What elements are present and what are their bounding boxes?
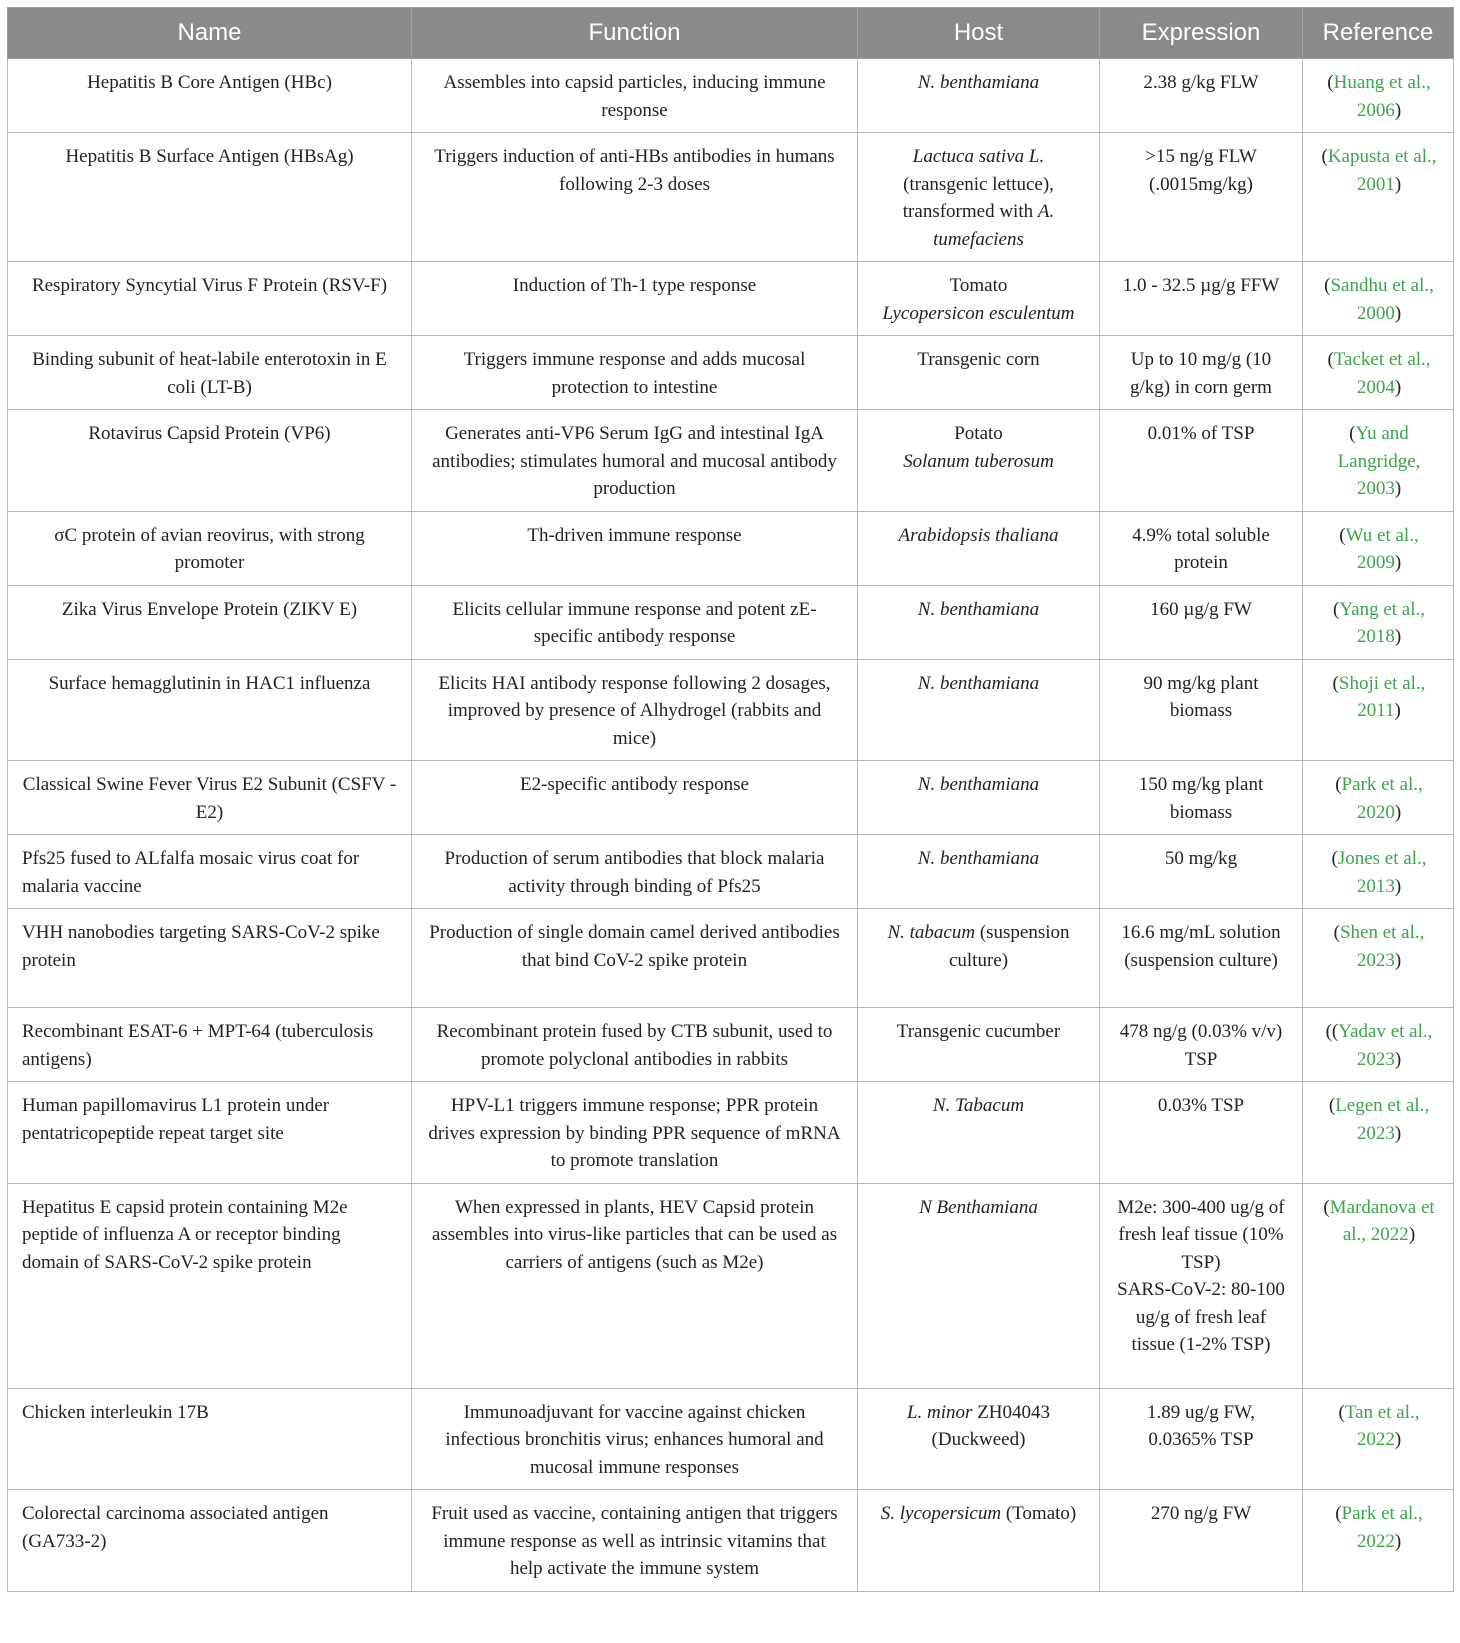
- header-function: Function: [412, 8, 858, 59]
- cell-expression: 1.89 ug/g FW, 0.0365% TSP: [1100, 1388, 1303, 1490]
- reference-link[interactable]: Tacket et al., 2004: [1333, 349, 1431, 398]
- ref-close: ): [1394, 99, 1402, 121]
- ref-close: ): [1394, 875, 1402, 897]
- cell-name: Human papillomavirus L1 protein under pentatricopeptide repeat target site: [8, 1082, 412, 1184]
- cell-name: VHH nanobodies targeting SARS-CoV-2 spike protein: [8, 909, 412, 1008]
- host-italic: N. Tabacum: [932, 1095, 1025, 1116]
- host-italic-2: A. tumefaciens: [933, 201, 1055, 250]
- cell-function: HPV-L1 triggers immune response; PPR protein drives expression by binding PPR sequence of mRNA to promote translation: [412, 1082, 858, 1184]
- cell-function: Generates anti-VP6 Serum IgG and intestinal IgA antibodies; stimulates humoral and mucosal antibody production: [412, 410, 858, 512]
- ref-open: (: [1333, 922, 1340, 943]
- cell-reference: [1303, 585, 1454, 659]
- ref-close: ): [1394, 173, 1402, 195]
- cell-reference: [1303, 1183, 1454, 1388]
- reference-link[interactable]: Park et al., 2022: [1341, 1503, 1423, 1552]
- host-italic: L. minor: [906, 1401, 973, 1423]
- host-italic: Lycopersicon esculentum: [882, 302, 1075, 324]
- vaccine-table: [7, 7, 1454, 1592]
- table-row: [8, 511, 1454, 585]
- cell-host: [858, 659, 1100, 761]
- host-italic: N Benthamiana: [919, 1196, 1038, 1218]
- ref-close: ): [1394, 801, 1402, 823]
- table-row: [8, 659, 1454, 761]
- cell-reference: [1303, 262, 1454, 336]
- ref-close: ): [1394, 626, 1402, 647]
- cell-function: Production of serum antibodies that block malaria activity through binding of Pfs25: [412, 835, 858, 909]
- cell-host: [858, 1183, 1100, 1388]
- ref-open: (: [1328, 1095, 1336, 1116]
- reference-link[interactable]: Yadav et al., 2023: [1338, 1021, 1433, 1070]
- expression-line-1: M2e: 300-400 ug/g of fresh leaf tissue (10% TSP): [1117, 1196, 1285, 1273]
- host-plain: Potato: [954, 423, 1003, 444]
- ref-close: ): [1394, 302, 1402, 324]
- host-plain: (Tomato): [1005, 1503, 1077, 1524]
- cell-host: [858, 262, 1100, 336]
- reference-link[interactable]: Jones et al., 2013: [1337, 848, 1427, 897]
- cell-host: [858, 1082, 1100, 1184]
- table-row: [8, 59, 1454, 133]
- table-row: [8, 336, 1454, 410]
- ref-open: (: [1335, 774, 1342, 795]
- ref-open: (: [1331, 848, 1338, 869]
- cell-host: [858, 59, 1100, 133]
- reference-link[interactable]: Wu et al., 2009: [1345, 524, 1419, 573]
- cell-expression: 270 ng/g FW: [1100, 1490, 1303, 1592]
- ref-close: ): [1394, 376, 1402, 398]
- ref-close: ): [1394, 552, 1402, 573]
- cell-expression: 16.6 mg/mL solution (suspension culture): [1100, 909, 1303, 1008]
- reference-link[interactable]: Legen et al., 2023: [1335, 1095, 1430, 1144]
- cell-function: Triggers immune response and adds mucosal protection to intestine: [412, 336, 858, 410]
- table-row: [8, 1008, 1454, 1082]
- expression-line-2: SARS-CoV-2: 80-100 ug/g of fresh leaf tissue (1-2% TSP): [1117, 1279, 1285, 1355]
- table-row: [8, 761, 1454, 835]
- cell-name: Binding subunit of heat-labile enterotoxin in E coli (LT-B): [8, 336, 412, 410]
- table-row: [8, 909, 1454, 1008]
- host-plain: Transgenic corn: [917, 349, 1040, 370]
- host-plain: (transgenic lettuce), transformed with: [902, 173, 1054, 222]
- cell-host: [858, 585, 1100, 659]
- ref-close: ): [1394, 949, 1402, 971]
- header-row: [8, 8, 1454, 59]
- cell-reference: [1303, 410, 1454, 512]
- cell-expression: 50 mg/kg: [1100, 835, 1303, 909]
- cell-expression: 150 mg/kg plant biomass: [1100, 761, 1303, 835]
- cell-function: Production of single domain camel derived antibodies that bind CoV-2 spike protein: [412, 909, 858, 1008]
- reference-link[interactable]: Shoji et al., 2011: [1338, 672, 1426, 721]
- cell-name: Recombinant ESAT-6 + MPT-64 (tuberculosis antigens): [8, 1008, 412, 1082]
- cell-name: Colorectal carcinoma associated antigen (GA733-2): [8, 1490, 412, 1592]
- table-row: [8, 133, 1454, 262]
- cell-function: Immunoadjuvant for vaccine against chicken infectious bronchitis virus; enhances humoral and mucosal immune responses: [412, 1388, 858, 1490]
- cell-host: [858, 835, 1100, 909]
- cell-host: [858, 1490, 1100, 1592]
- reference-link[interactable]: Sandhu et al., 2000: [1330, 275, 1434, 324]
- cell-reference: [1303, 909, 1454, 1008]
- cell-name: Classical Swine Fever Virus E2 Subunit (CSFV - E2): [8, 761, 412, 835]
- cell-function: Induction of Th-1 type response: [412, 262, 858, 336]
- cell-expression: 0.01% of TSP: [1100, 410, 1303, 512]
- ref-close: ): [1394, 478, 1402, 499]
- ref-close: ): [1394, 1048, 1402, 1070]
- header-reference: Reference: [1303, 8, 1454, 59]
- host-italic: Lactuca sativa L.: [912, 146, 1045, 167]
- reference-link[interactable]: Park et al., 2020: [1341, 774, 1423, 823]
- host-italic: S. lycopersicum: [880, 1503, 1002, 1524]
- host-plain: ZH04043 (Duckweed): [931, 1401, 1051, 1450]
- cell-host: [858, 133, 1100, 262]
- host-italic: N. benthamiana: [917, 72, 1040, 93]
- cell-expression: 0.03% TSP: [1100, 1082, 1303, 1184]
- ref-open: (: [1335, 1503, 1342, 1524]
- cell-reference: [1303, 835, 1454, 909]
- cell-name: Pfs25 fused to ALfalfa mosaic virus coat for malaria vaccine: [8, 835, 412, 909]
- cell-name: Rotavirus Capsid Protein (VP6): [8, 410, 412, 512]
- cell-function: Th-driven immune response: [412, 511, 858, 585]
- cell-host: [858, 761, 1100, 835]
- reference-link[interactable]: Kapusta et al., 2001: [1327, 146, 1437, 195]
- ref-open: (: [1338, 1401, 1345, 1423]
- cell-name: Surface hemagglutinin in HAC1 influenza: [8, 659, 412, 761]
- reference-link[interactable]: Yu and Langridge, 2003: [1337, 423, 1421, 499]
- cell-expression: 1.0 - 32.5 µg/g FFW: [1100, 262, 1303, 336]
- cell-expression: 160 µg/g FW: [1100, 585, 1303, 659]
- header-expression: Expression: [1100, 8, 1303, 59]
- cell-expression: Up to 10 mg/g (10 g/kg) in corn germ: [1100, 336, 1303, 410]
- header-name: Name: [8, 8, 412, 59]
- cell-host: [858, 511, 1100, 585]
- ref-open: (: [1339, 524, 1346, 546]
- ref-open: (: [1327, 72, 1334, 93]
- cell-function: Triggers induction of anti-HBs antibodies in humans following 2-3 doses: [412, 133, 858, 262]
- table-row: [8, 1490, 1454, 1592]
- ref-close: ): [1394, 700, 1401, 721]
- cell-host: [858, 1008, 1100, 1082]
- ref-close: ): [1408, 1224, 1416, 1245]
- cell-name: Hepatitis B Surface Antigen (HBsAg): [8, 133, 412, 262]
- cell-reference: [1303, 336, 1454, 410]
- cell-function: Elicits HAI antibody response following 2 dosages, improved by presence of Alhydrogel (rabbits and mice): [412, 659, 858, 761]
- table-row: [8, 262, 1454, 336]
- cell-host: [858, 336, 1100, 410]
- cell-reference: [1303, 1490, 1454, 1592]
- host-italic: N. tabacum: [887, 922, 976, 943]
- ref-open: (: [1323, 1196, 1330, 1218]
- cell-name: Hepatitis B Core Antigen (HBc): [8, 59, 412, 133]
- reference-link[interactable]: Shen et al., 2023: [1339, 922, 1425, 971]
- cell-expression: [1100, 1183, 1303, 1388]
- cell-host: [858, 909, 1100, 1008]
- reference-link[interactable]: Huang et al., 2006: [1333, 72, 1431, 121]
- cell-reference: [1303, 59, 1454, 133]
- ref-open: (: [1324, 275, 1331, 296]
- reference-link[interactable]: Mardanova et al., 2022: [1329, 1196, 1435, 1245]
- reference-link[interactable]: Tan et al., 2022: [1344, 1401, 1420, 1450]
- cell-function: Assembles into capsid particles, inducing immune response: [412, 59, 858, 133]
- header-host: Host: [858, 8, 1100, 59]
- table-row: [8, 585, 1454, 659]
- cell-name: Respiratory Syncytial Virus F Protein (RSV-F): [8, 262, 412, 336]
- ref-open: (: [1321, 146, 1328, 167]
- host-italic: N. benthamiana: [917, 672, 1040, 694]
- ref-close: ): [1394, 1429, 1402, 1450]
- cell-name: Zika Virus Envelope Protein (ZIKV E): [8, 585, 412, 659]
- cell-expression: 478 ng/g (0.03% v/v) TSP: [1100, 1008, 1303, 1082]
- cell-reference: [1303, 761, 1454, 835]
- cell-name: σC protein of avian reovirus, with strong promoter: [8, 511, 412, 585]
- ref-open: (: [1349, 423, 1356, 444]
- cell-function: Elicits cellular immune response and potent zE-specific antibody response: [412, 585, 858, 659]
- cell-expression: 90 mg/kg plant biomass: [1100, 659, 1303, 761]
- cell-name: Chicken interleukin 17B: [8, 1388, 412, 1490]
- table-row: [8, 1388, 1454, 1490]
- host-plain: Transgenic cucumber: [896, 1021, 1061, 1042]
- cell-function: Fruit used as vaccine, containing antigen that triggers immune response as well as intrinsic vitamins that help activate the immune system: [412, 1490, 858, 1592]
- ref-open: ((: [1325, 1021, 1339, 1042]
- cell-reference: [1303, 1388, 1454, 1490]
- table-row: [8, 1183, 1454, 1388]
- cell-reference: [1303, 1008, 1454, 1082]
- reference-link[interactable]: Yang et al., 2018: [1339, 598, 1425, 647]
- cell-function: E2-specific antibody response: [412, 761, 858, 835]
- ref-close: ): [1394, 1530, 1402, 1552]
- cell-expression: >15 ng/g FLW (.0015mg/kg): [1100, 133, 1303, 262]
- cell-reference: [1303, 511, 1454, 585]
- host-plain: Tomato: [949, 275, 1008, 296]
- ref-open: (: [1332, 672, 1339, 694]
- cell-reference: [1303, 1082, 1454, 1184]
- cell-expression: 2.38 g/kg FLW: [1100, 59, 1303, 133]
- cell-host: [858, 410, 1100, 512]
- host-italic: Arabidopsis thaliana: [898, 524, 1059, 546]
- cell-reference: [1303, 659, 1454, 761]
- host-plain: (suspension culture): [948, 922, 1070, 971]
- table-row: [8, 835, 1454, 909]
- ref-open: (: [1332, 598, 1340, 620]
- ref-open: (: [1327, 349, 1334, 370]
- cell-name: Hepatitus E capsid protein containing M2e peptide of influenza A or receptor binding domain of SARS-CoV-2 spike protein: [8, 1183, 412, 1388]
- host-italic: N. benthamiana: [917, 848, 1040, 869]
- cell-expression: 4.9% total soluble protein: [1100, 511, 1303, 585]
- cell-function: Recombinant protein fused by CTB subunit, used to promote polyclonal antibodies in rabbits: [412, 1008, 858, 1082]
- cell-reference: [1303, 133, 1454, 262]
- cell-host: [858, 1388, 1100, 1490]
- table-row: [8, 1082, 1454, 1184]
- host-italic: Solanum tuberosum: [903, 450, 1054, 472]
- ref-close: ): [1394, 1122, 1402, 1144]
- cell-function: When expressed in plants, HEV Capsid protein assembles into virus-like particles that can be used as carriers of antigens (such as M2e): [412, 1183, 858, 1388]
- table-row: [8, 410, 1454, 512]
- host-italic: N. benthamiana: [917, 774, 1040, 795]
- host-italic: N. benthamiana: [917, 598, 1040, 620]
